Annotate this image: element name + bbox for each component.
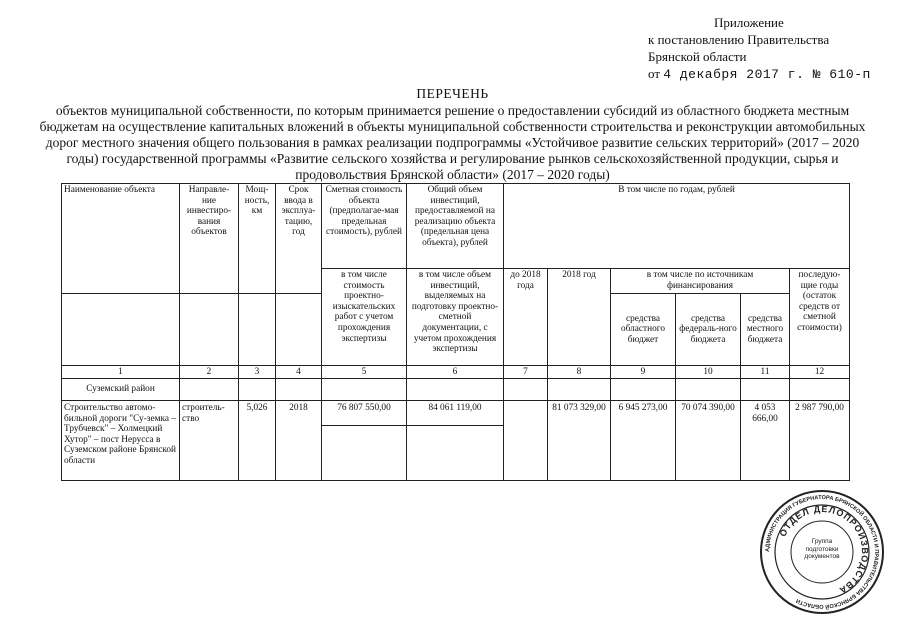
column-number: 6 bbox=[407, 366, 504, 379]
header-investment: Общий объем инвестиций, предоставляемой на реализацию объекта (предельная цена объекта), рублей bbox=[407, 184, 504, 269]
object-regional: 6 945 273,00 bbox=[611, 401, 676, 481]
region-row bbox=[62, 379, 850, 401]
column-number: 12 bbox=[790, 366, 850, 379]
header-2018: 2018 год bbox=[548, 269, 611, 366]
region-cell bbox=[180, 379, 239, 401]
column-number: 1 bbox=[62, 366, 180, 379]
annex-date-prefix: от bbox=[648, 66, 661, 81]
annex-line-resolution: к постановлению Правительства bbox=[648, 32, 830, 47]
column-number: 4 bbox=[276, 366, 322, 379]
header-blank-3 bbox=[239, 294, 276, 366]
region-cell bbox=[322, 379, 407, 401]
column-number: 5 bbox=[322, 366, 407, 379]
document-description: объектов муниципальной собственности, по которым принимается решение о предоставлении субсидий из областного бюджета местным бюджетам на осуществление капитальных вложений в объекты муниципальной собственности строительства и реконструкции автомобильных дорог местного значения общего пользования в рамках реализации подпрограммы «Устойчивое развитие сельских территорий» (2017 – 2020 годы) государственной программы «Развитие сельского хозяйства и регулирование рынков сельскохозяйственной продукции, сырья и продовольствия Брянской области» (2017 – 2020 годы) bbox=[39, 103, 866, 182]
column-number: 3 bbox=[239, 366, 276, 379]
region-cell bbox=[741, 379, 790, 401]
object-power: 5,026 bbox=[239, 401, 276, 481]
stamp-department: ОТДЕЛ ДЕЛОПРОИЗВОДСТВА bbox=[777, 503, 871, 596]
column-number: 8 bbox=[548, 366, 611, 379]
object-name: Строительство автомо-бильной дороги "Су-земка – Трубчевск" – Холмецкий Хутор" – пост Неруссa в Суземском районе Брянской области bbox=[62, 401, 180, 481]
header-by-years: В том числе по годам, рублей bbox=[504, 184, 850, 269]
region-cell bbox=[504, 379, 548, 401]
region-cell bbox=[790, 379, 850, 401]
header-direction: Направле-ние инвестиро-вания объектов bbox=[180, 184, 239, 294]
region-cell bbox=[548, 379, 611, 401]
header-name: Наименование объекта bbox=[62, 184, 180, 294]
header-blank-1 bbox=[62, 294, 180, 366]
stamp-center-text: Группа подготовки документов bbox=[804, 538, 840, 560]
column-number: 10 bbox=[676, 366, 741, 379]
region-cell bbox=[239, 379, 276, 401]
region-cell bbox=[407, 379, 504, 401]
annex-block bbox=[648, 14, 871, 83]
object-cost-sub bbox=[322, 426, 407, 481]
header-before-2018: до 2018 года bbox=[504, 269, 548, 366]
header-investment-sub: в том числе объем инвестиций, выделяемых на подготовку проектно-сметной документации, с учетом прохождения экспертизы bbox=[407, 269, 504, 366]
header-blank-2 bbox=[180, 294, 239, 366]
official-stamp bbox=[758, 488, 886, 616]
annex-line-date bbox=[648, 65, 871, 83]
header-next-years: последую-щие годы (остаток средств от сметной стоимости) bbox=[790, 269, 850, 366]
column-number: 9 bbox=[611, 366, 676, 379]
column-number: 7 bbox=[504, 366, 548, 379]
annex-date-number: 4 декабря 2017 г. № 610-п bbox=[663, 67, 871, 82]
region-cell bbox=[276, 379, 322, 401]
document-heading bbox=[0, 86, 905, 183]
document-title: ПЕРЕЧЕНЬ bbox=[416, 86, 489, 101]
header-cost: Сметная стоимость объекта (предполагае-мая предельная стоимость), рублей bbox=[322, 184, 407, 269]
object-cost: 76 807 550,00 bbox=[322, 401, 407, 426]
annex-line-region: Брянской области bbox=[648, 49, 747, 64]
column-number: 2 bbox=[180, 366, 239, 379]
object-2018: 81 073 329,00 bbox=[548, 401, 611, 481]
header-term: Срок ввода в эксплуа-тацию, год bbox=[276, 184, 322, 294]
object-direction: строитель-ство bbox=[180, 401, 239, 481]
object-investment: 84 061 119,00 bbox=[407, 401, 504, 426]
region-cell bbox=[611, 379, 676, 401]
objects-table bbox=[61, 183, 850, 481]
region-name: Суземский район bbox=[62, 379, 180, 401]
header-sources: в том числе по источникам финансирования bbox=[611, 269, 790, 294]
column-number: 11 bbox=[741, 366, 790, 379]
header-regional: средства областного бюджет bbox=[611, 294, 676, 366]
object-next-years: 2 987 790,00 bbox=[790, 401, 850, 481]
object-investment-sub bbox=[407, 426, 504, 481]
header-blank-4 bbox=[276, 294, 322, 366]
header-power: Мощ-ность, км bbox=[239, 184, 276, 294]
object-federal: 70 074 390,00 bbox=[676, 401, 741, 481]
object-local: 4 053 666,00 bbox=[741, 401, 790, 481]
object-term: 2018 bbox=[276, 401, 322, 481]
stamp-ring-text: АДМИНИСТРАЦИЯ ГУБЕРНАТОРА БРЯНСКОЙ ОБЛАСТИ И ПРАВИТЕЛЬСТВА БРЯНСКОЙ ОБЛАСТИ bbox=[764, 494, 880, 610]
column-numbers-row bbox=[62, 366, 850, 379]
object-before-2018 bbox=[504, 401, 548, 481]
object-row bbox=[62, 401, 850, 426]
header-cost-sub: в том числе стоимость проектно-изыскательских работ с учетом прохождения экспертизы bbox=[322, 269, 407, 366]
stamp-center bbox=[796, 538, 848, 568]
region-cell bbox=[676, 379, 741, 401]
header-federal: средства федераль-ного бюджета bbox=[676, 294, 741, 366]
header-row-main bbox=[62, 184, 850, 269]
header-local: средства местного бюджета bbox=[741, 294, 790, 366]
annex-title: Приложение bbox=[714, 15, 784, 30]
